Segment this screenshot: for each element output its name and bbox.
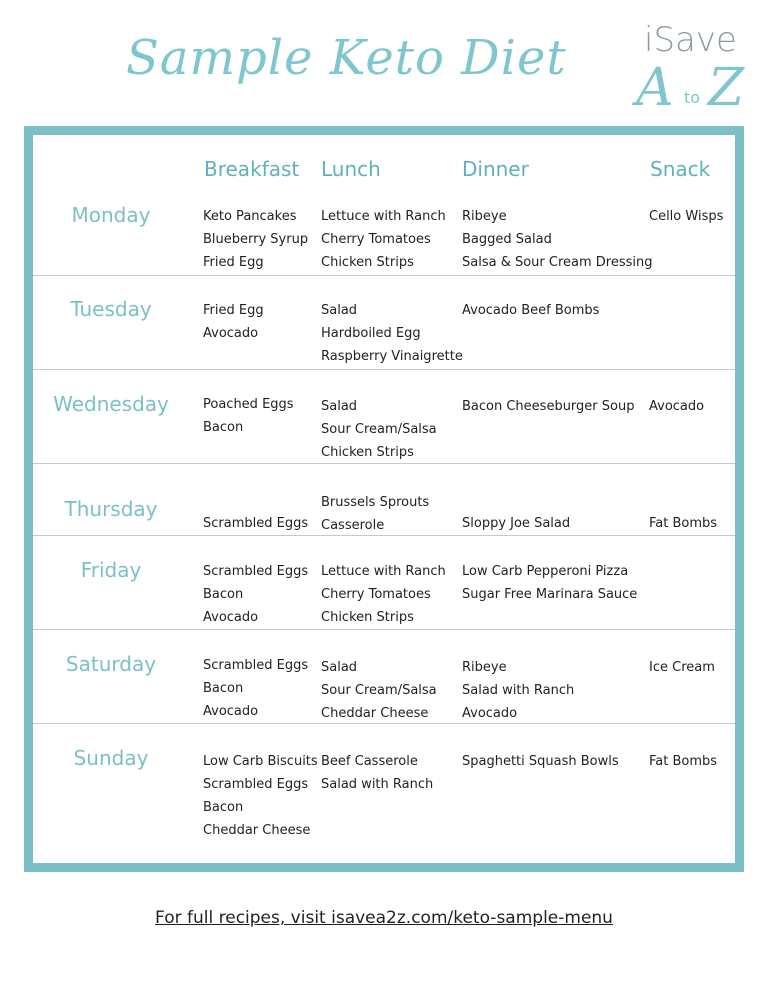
monday-lunch-cell	[321, 205, 446, 274]
monday-breakfast-cell	[203, 205, 308, 274]
recipes-link[interactable]: For full recipes, visit isavea2z.com/keto-sample-menu	[155, 908, 613, 928]
meal-item: Salad	[321, 399, 358, 414]
column-header-dinner: Dinner	[462, 157, 529, 181]
day-label-saturday: Saturday	[65, 652, 157, 676]
monday-snack-cell	[649, 205, 723, 228]
meal-item: Avocado	[462, 706, 518, 721]
meal-item: Cheddar Cheese	[321, 706, 429, 721]
isave-a-to-z-logo	[636, 20, 748, 120]
meal-item: Cherry Tomatoes	[321, 587, 431, 602]
meal-item: Fat Bombs	[649, 516, 718, 531]
saturday-snack-cell	[649, 656, 715, 679]
logo-z-letter: Z	[708, 58, 745, 118]
meal-item: Scrambled Eggs	[203, 564, 309, 579]
meal-item: Sugar Free Marinara Sauce	[462, 587, 638, 602]
meal-item: Cello Wisps	[649, 209, 724, 224]
meal-item: Bagged Salad	[462, 232, 552, 247]
meal-item: Sloppy Joe Salad	[462, 516, 571, 531]
sunday-dinner-cell	[462, 750, 619, 773]
wednesday-dinner-cell	[462, 395, 634, 418]
sunday-breakfast-cell	[203, 750, 318, 839]
meal-item: Scrambled Eggs	[203, 777, 309, 792]
meal-item: Keto Pancakes	[203, 209, 297, 224]
meal-item: Cheddar Cheese	[203, 823, 311, 838]
meal-item: Salad with Ranch	[462, 683, 575, 698]
friday-dinner-cell	[462, 560, 637, 606]
tuesday-breakfast-cell	[203, 299, 264, 345]
day-label-friday: Friday	[80, 558, 142, 582]
meal-item: Scrambled Eggs	[203, 516, 309, 531]
day-label-tuesday: Tuesday	[70, 297, 152, 321]
thursday-lunch-cell	[321, 491, 429, 537]
saturday-dinner-cell	[462, 656, 574, 725]
row-divider	[33, 369, 735, 370]
day-label-sunday: Sunday	[73, 746, 149, 770]
logo-to-text: to	[684, 88, 701, 107]
thursday-snack-cell	[649, 512, 717, 535]
meal-item: Bacon	[203, 800, 244, 815]
day-label-wednesday: Wednesday	[53, 392, 169, 416]
thursday-dinner-cell	[462, 512, 570, 535]
meal-item: Raspberry Vinaigrette	[321, 349, 463, 364]
meal-item: Salad	[321, 303, 358, 318]
tuesday-lunch-cell	[321, 299, 463, 368]
meal-item: Poached Eggs	[203, 397, 294, 412]
meal-item: Spaghetti Squash Bowls	[462, 754, 619, 769]
saturday-breakfast-cell	[203, 654, 308, 723]
meal-item: Chicken Strips	[321, 445, 414, 460]
meal-item: Fat Bombs	[649, 754, 718, 769]
meal-item: Lettuce with Ranch	[321, 209, 446, 224]
tuesday-dinner-cell	[462, 299, 599, 322]
meal-item: Bacon Cheeseburger Soup	[462, 399, 635, 414]
sunday-lunch-cell	[321, 750, 433, 796]
meal-item: Chicken Strips	[321, 610, 414, 625]
meal-item: Chicken Strips	[321, 255, 414, 270]
meal-item: Sour Cream/Salsa	[321, 422, 437, 437]
meal-item: Beef Casserole	[321, 754, 418, 769]
meal-item: Hardboiled Egg	[321, 326, 421, 341]
column-header-lunch: Lunch	[321, 157, 381, 181]
meal-item: Ribeye	[462, 660, 507, 675]
meal-item: Ice Cream	[649, 660, 715, 675]
meal-item: Avocado Beef Bombs	[462, 303, 600, 318]
meal-item: Avocado	[649, 399, 705, 414]
meal-item: Low Carb Pepperoni Pizza	[462, 564, 629, 579]
meal-item: Avocado	[203, 704, 259, 719]
saturday-lunch-cell	[321, 656, 437, 725]
meal-item: Bacon	[203, 681, 244, 696]
meal-item: Avocado	[203, 610, 259, 625]
monday-dinner-cell	[462, 205, 653, 274]
meal-item: Salad	[321, 660, 358, 675]
meal-item: Cherry Tomatoes	[321, 232, 431, 247]
meal-item: Ribeye	[462, 209, 507, 224]
meal-item: Salsa & Sour Cream Dressing	[462, 255, 653, 270]
column-header-snack: Snack	[650, 157, 711, 181]
meal-item: Lettuce with Ranch	[321, 564, 446, 579]
sunday-snack-cell	[649, 750, 717, 773]
meal-item: Brussels Sprouts	[321, 495, 430, 510]
wednesday-snack-cell	[649, 395, 704, 418]
meal-item: Salad with Ranch	[321, 777, 434, 792]
logo-a-letter: A	[636, 58, 674, 118]
meal-item: Fried Egg	[203, 255, 264, 270]
meal-item: Low Carb Biscuits	[203, 754, 318, 769]
row-divider	[33, 629, 735, 630]
logo-isave-text: iSave	[644, 20, 737, 60]
day-label-monday: Monday	[71, 203, 151, 227]
wednesday-lunch-cell	[321, 395, 437, 464]
friday-breakfast-cell	[203, 560, 308, 629]
day-label-thursday: Thursday	[64, 497, 158, 521]
meal-item: Sour Cream/Salsa	[321, 683, 437, 698]
wednesday-breakfast-cell	[203, 393, 294, 439]
page-title: Sample Keto Diet	[126, 30, 567, 86]
meal-item: Blueberry Syrup	[203, 232, 309, 247]
meal-item: Bacon	[203, 587, 244, 602]
meal-item: Avocado	[203, 326, 259, 341]
column-header-breakfast: Breakfast	[204, 157, 300, 181]
meal-item: Casserole	[321, 518, 385, 533]
thursday-breakfast-cell	[203, 512, 308, 535]
meal-item: Scrambled Eggs	[203, 658, 309, 673]
row-divider	[33, 275, 735, 276]
meal-item: Fried Egg	[203, 303, 264, 318]
meal-item: Bacon	[203, 420, 244, 435]
friday-lunch-cell	[321, 560, 446, 629]
